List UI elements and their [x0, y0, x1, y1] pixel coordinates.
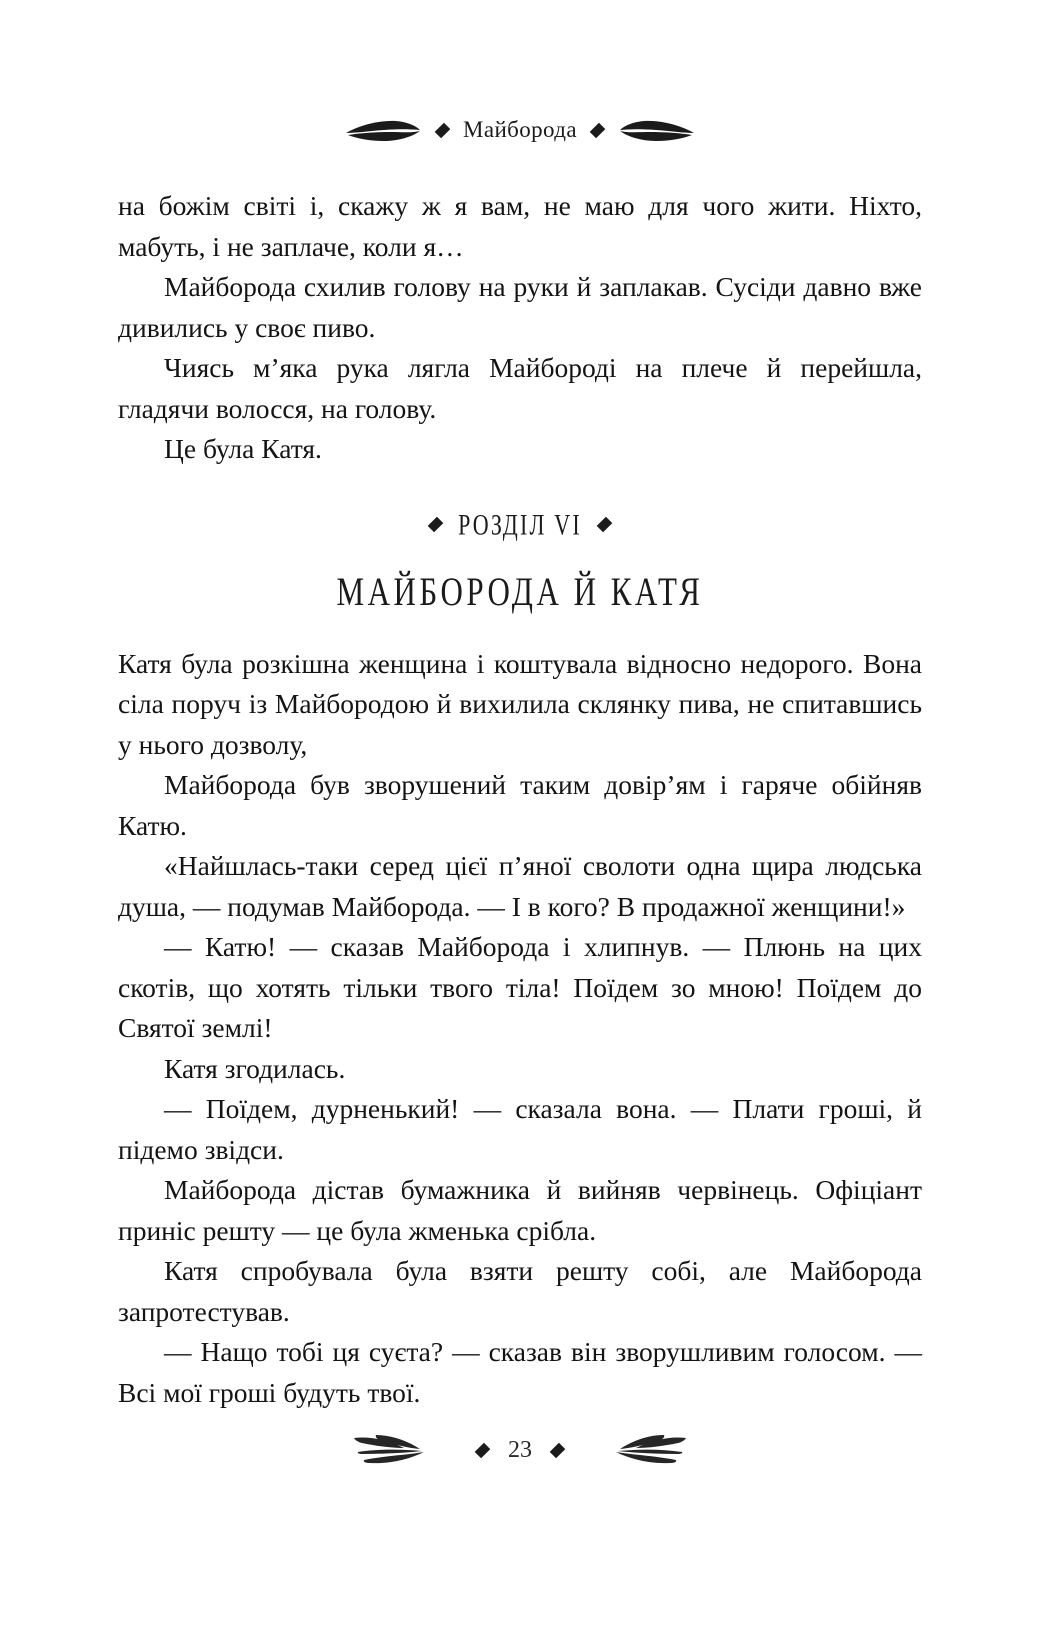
paragraph: Це була Катя. — [164, 433, 322, 464]
leaf-ornament-left — [348, 1430, 460, 1470]
paragraph: Майборода був зворушений таким довір’ям і гаряче обійняв Катю. — [118, 769, 922, 841]
paragraph: — Поїдем, дурненький! — сказала вона. — Плати гроші, й підемо звідси. — [118, 1093, 922, 1165]
paragraph: Катя була розкішна женщина і коштувала відносно недорого. Вона сіла поруч із Майбородою й вихилила склянку пива, не спитавшись у нього дозволу, — [118, 647, 922, 760]
diamond-icon-right — [550, 1442, 566, 1458]
leaf-ornament-right — [580, 1430, 692, 1470]
page-number: 23 — [508, 1436, 532, 1463]
leaf-ornament-right — [618, 117, 696, 143]
diamond-icon-left — [428, 517, 444, 533]
running-head-title: Майборода — [462, 117, 578, 142]
page-body — [118, 186, 922, 1413]
paragraph: Майборода дістав бумажника й вийняв червінець. Офіціант приніс решту — це була жменька срібла. — [118, 1174, 922, 1246]
page-footer — [0, 1425, 1040, 1475]
paragraph: на божім світі і, скажу ж я вам, не маю для чого жити. Ніхто, мабуть, і не заплаче, коли я… — [118, 190, 922, 262]
chapter-number-label: РОЗДІЛ VI — [458, 506, 582, 541]
paragraph: «Найшлась-таки серед цієї п’яної сволоти одна щира людська душа, — подумав Майборода. — І в кого? В продажної женщини!» — [118, 850, 922, 922]
diamond-icon-left — [475, 1442, 491, 1458]
paragraph: Майборода схилив голову на руки й заплакав. Сусіди давно вже дивились у своє пиво. — [118, 271, 922, 343]
chapter-title-row — [118, 568, 922, 614]
diamond-icon-left — [435, 122, 451, 138]
paragraph: Катя спробувала була взяти решту собі, але Майборода запротестував. — [118, 1255, 922, 1327]
chapter-title: МАЙБОРОДА Й КАТЯ — [336, 568, 704, 614]
chapter-number-row — [118, 506, 922, 541]
running-head — [0, 108, 1040, 152]
chapter-heading — [118, 506, 922, 614]
paragraph: Чиясь м’яка рука лягла Майбороді на плече й перейшла, гладячи волосся, на голову. — [118, 352, 922, 424]
paragraph: — Нащо тобі ця суєта? — сказав він зворушливим голосом. — Всі мої гроші будуть твої. — [118, 1336, 922, 1408]
diamond-icon-right — [597, 517, 613, 533]
diamond-icon-right — [590, 122, 606, 138]
paragraph: Катя згодилась. — [164, 1052, 346, 1084]
leaf-ornament-left — [344, 117, 422, 143]
paragraph: — Катю! — сказав Майборода і хлипнув. — Плюнь на цих скотів, що хотять тільки твого тіла! Поїдем зо мною! Поїдем до Святої землі! — [118, 931, 922, 1043]
